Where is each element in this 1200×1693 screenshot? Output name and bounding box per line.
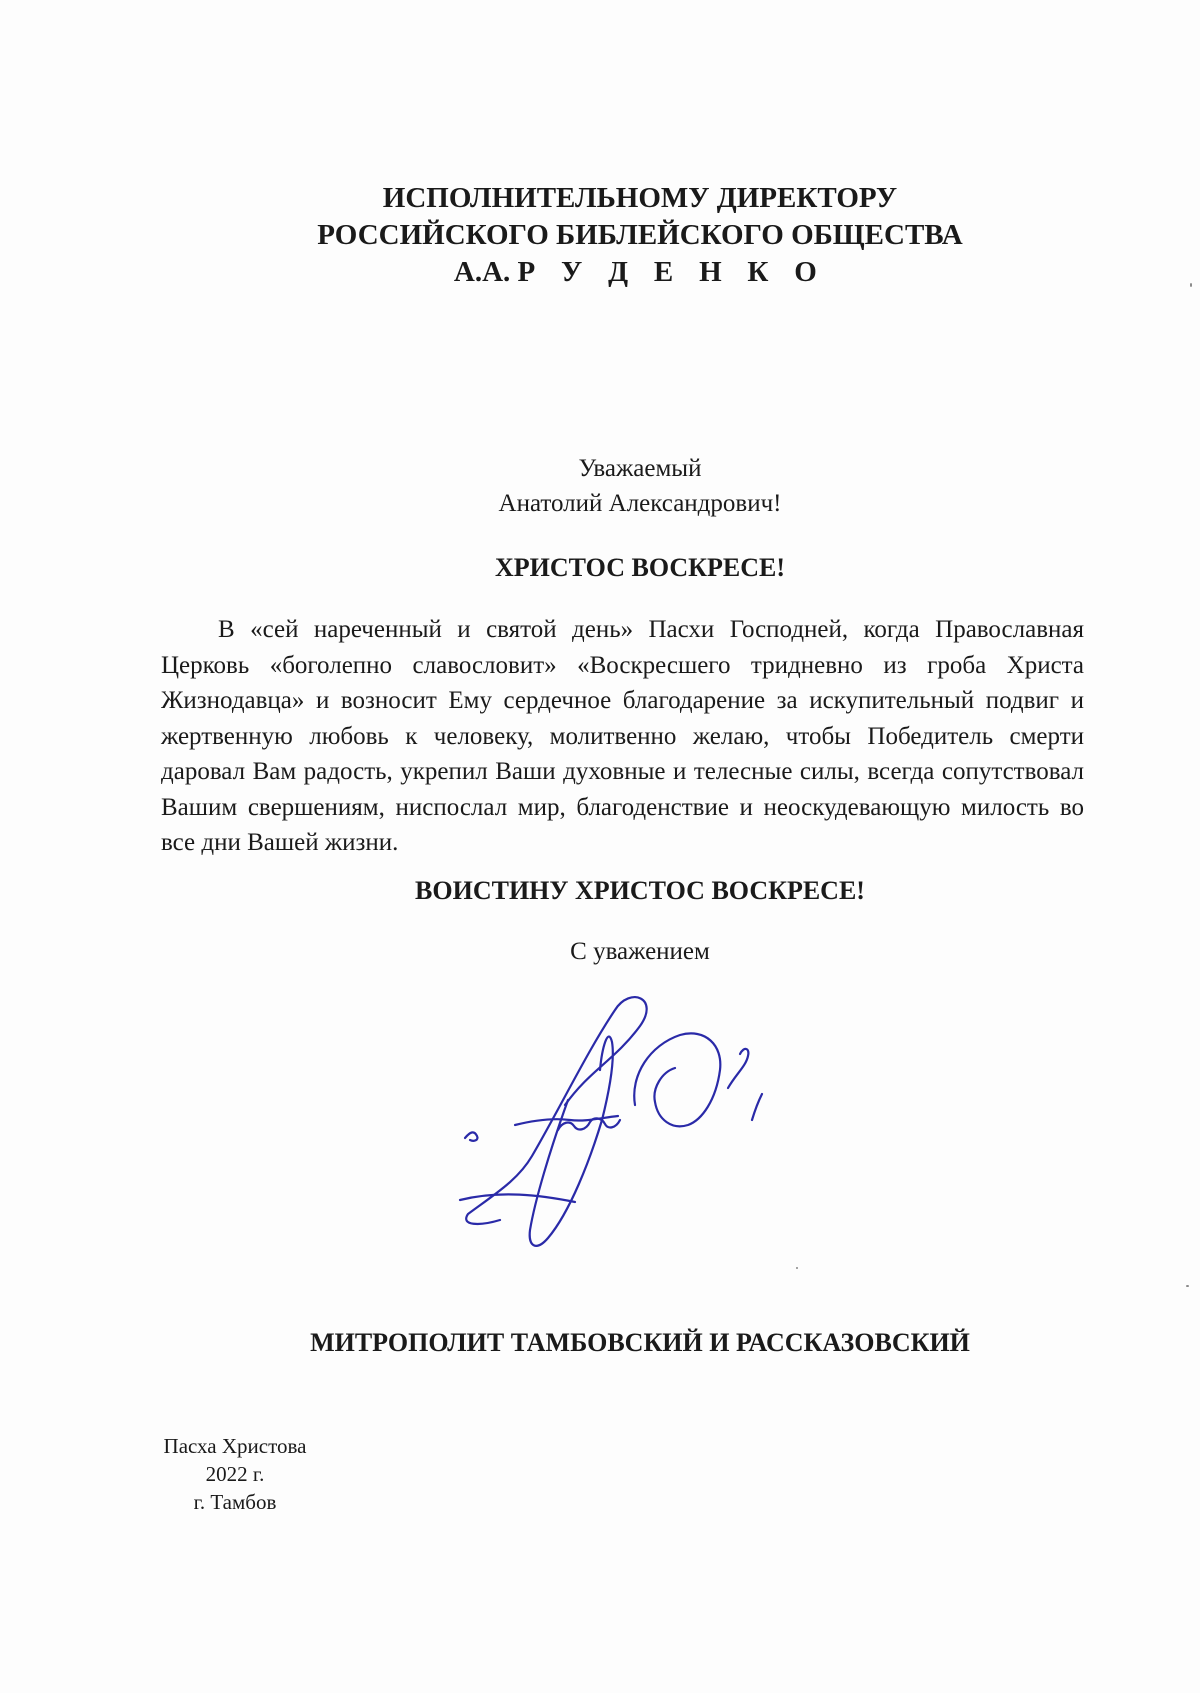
date-place-block xyxy=(120,1432,350,1516)
city-line: г. Тамбов xyxy=(193,1490,277,1514)
addressee-initials: А.А. xyxy=(453,256,511,288)
salutation-line-1: Уважаемый xyxy=(578,455,702,482)
occasion-line: Пасха Христова xyxy=(163,1434,307,1458)
addressee-block xyxy=(0,180,1200,291)
scan-speck xyxy=(1190,283,1192,287)
easter-response: ВОИСТИНУ ХРИСТОС ВОСКРЕСЕ! xyxy=(415,876,865,905)
closing-phrase: С уважением xyxy=(570,938,710,965)
scan-speck xyxy=(1186,1285,1189,1287)
salutation-line-2: Анатолий Александрович! xyxy=(498,490,782,517)
addressee-surname: Р У Д Е Н К О xyxy=(517,256,827,288)
signer-title: МИТРОПОЛИТ ТАМБОВСКИЙ И РАССКАЗОВСКИЙ xyxy=(310,1328,970,1357)
salutation xyxy=(0,451,1200,521)
year-line: 2022 г. xyxy=(205,1462,265,1486)
body-paragraph: В «сей нареченный и святой день» Пасхи Господней, когда Православная Церковь «боголепно славословит» «Воскресшего тридневно из гроба Христа Жизнодавца» и возносит Ему сердечное благодарение за искупительный подвиг и жертвенную любовь к человеку, молитвенно желаю, чтобы Победитель смерти даровал Вам радость, укрепил Ваши духовные и телесные силы, всегда сопутствовал Вашим свершениям, ниспослал мир, благоденствие и неоскудевающую милость во все дни Вашей жизни. xyxy=(161,616,1084,856)
easter-greeting: ХРИСТОС ВОСКРЕСЕ! xyxy=(495,553,785,582)
addressee-name xyxy=(0,254,1200,291)
scan-speck xyxy=(796,1267,798,1269)
addressee-line-1: ИСПОЛНИТЕЛЬНОМУ ДИРЕКТОРУ xyxy=(382,182,898,214)
addressee-line-2: РОССИЙСКОГО БИБЛЕЙСКОГО ОБЩЕСТВА xyxy=(317,219,963,251)
handwritten-signature xyxy=(440,990,840,1290)
